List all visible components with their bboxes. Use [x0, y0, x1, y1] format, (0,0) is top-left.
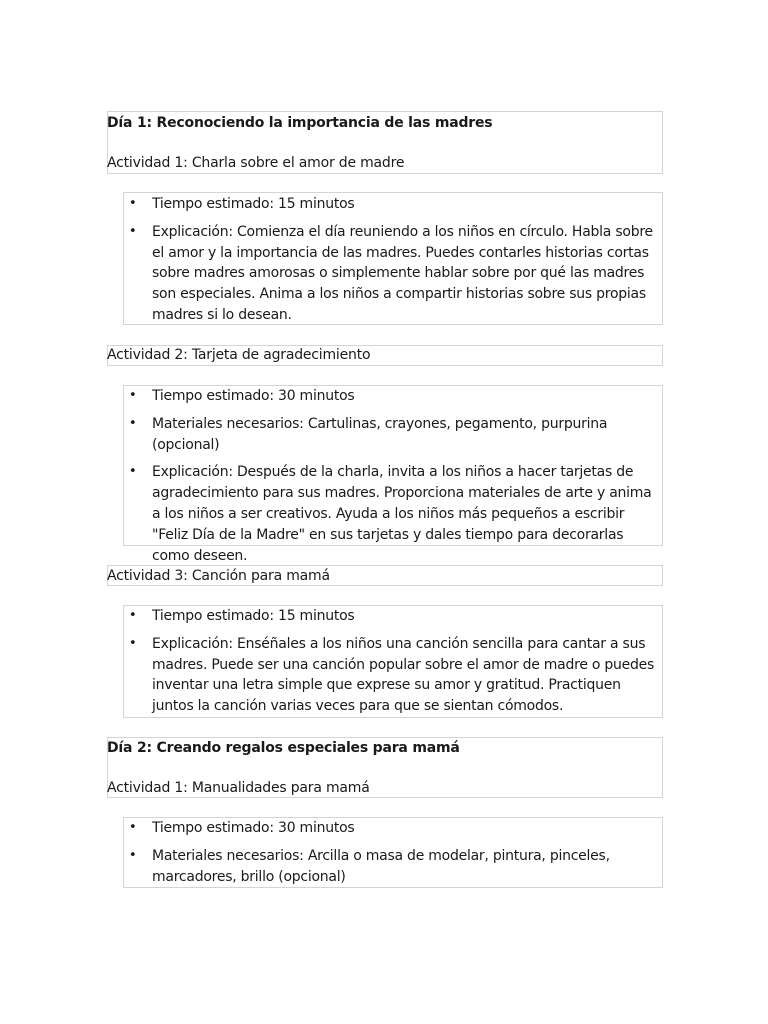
list-item-text: Explicación: Después de la charla, invita a los niños a hacer tarjetas de agradecimiento para sus madres. Proporciona materiales de arte y anima a los niños a ser creativos. Ayuda a los niños más pequeños a escribir "Feliz Día de la Madre" en sus tarjetas y dales tiempo para decorarlas como deseen.	[152, 464, 652, 564]
list-item-text: Tiempo estimado: 30 minutos	[152, 820, 355, 836]
day-1-activity-2-list	[123, 386, 663, 566]
list-item	[123, 846, 663, 888]
day-1-activity-2-title: Actividad 2: Tarjeta de agradecimiento	[107, 347, 371, 363]
bullet-icon: •	[129, 223, 137, 239]
bullet-icon: •	[129, 847, 137, 863]
list-item	[123, 414, 663, 456]
day-1-activity-3-list	[123, 606, 663, 717]
list-item-text: Tiempo estimado: 15 minutos	[152, 196, 355, 212]
day-1-heading: Día 1: Reconociendo la importancia de las madres	[107, 115, 493, 131]
list-item-text: Materiales necesarios: Arcilla o masa de modelar, pintura, pinceles, marcadores, brillo (opcional)	[152, 847, 610, 885]
list-item-text: Tiempo estimado: 15 minutos	[152, 608, 355, 624]
bullet-icon: •	[129, 820, 137, 835]
list-item-text: Explicación: Comienza el día reuniendo a los niños en círculo. Habla sobre el amor y la importancia de las madres. Puedes contarles historias cortas sobre madres amorosas o simplemente hablar sobre por qué las madres son especiales. Anima a los niños a compartir historias sobre sus propias madres si lo desean.	[152, 223, 653, 323]
list-item	[123, 634, 663, 717]
bullet-icon: •	[129, 464, 137, 480]
list-item	[123, 462, 663, 566]
bullet-icon: •	[129, 388, 137, 403]
day-2-activity-1-list	[123, 818, 663, 887]
day-2-activity-1-title: Actividad 1: Manualidades para mamá	[107, 780, 370, 796]
day-1-activity-1-list	[123, 194, 663, 326]
list-item-text: Explicación: Enséñales a los niños una canción sencilla para cantar a sus madres. Puede ser una canción popular sobre el amor de madre o puedes inventar una letra simple que exprese su amor y gratitud. Practiquen juntos la canción varias veces para que se sientan cómodos.	[152, 635, 655, 715]
list-item	[123, 386, 663, 407]
day-1-activity-1-title: Actividad 1: Charla sobre el amor de madre	[107, 155, 405, 171]
bullet-icon: •	[129, 415, 137, 431]
list-item	[123, 222, 663, 326]
day-2-heading: Día 2: Creando regalos especiales para mamá	[107, 740, 460, 756]
list-item-text: Tiempo estimado: 30 minutos	[152, 388, 355, 404]
bullet-icon: •	[129, 196, 137, 211]
bullet-icon: •	[129, 608, 137, 623]
list-item	[123, 818, 663, 839]
list-item	[123, 194, 663, 215]
list-item-text: Materiales necesarios: Cartulinas, crayones, pegamento, purpurina (opcional)	[152, 415, 608, 453]
list-item	[123, 606, 663, 627]
bullet-icon: •	[129, 635, 137, 651]
day-1-activity-3-title: Actividad 3: Canción para mamá	[107, 568, 330, 584]
